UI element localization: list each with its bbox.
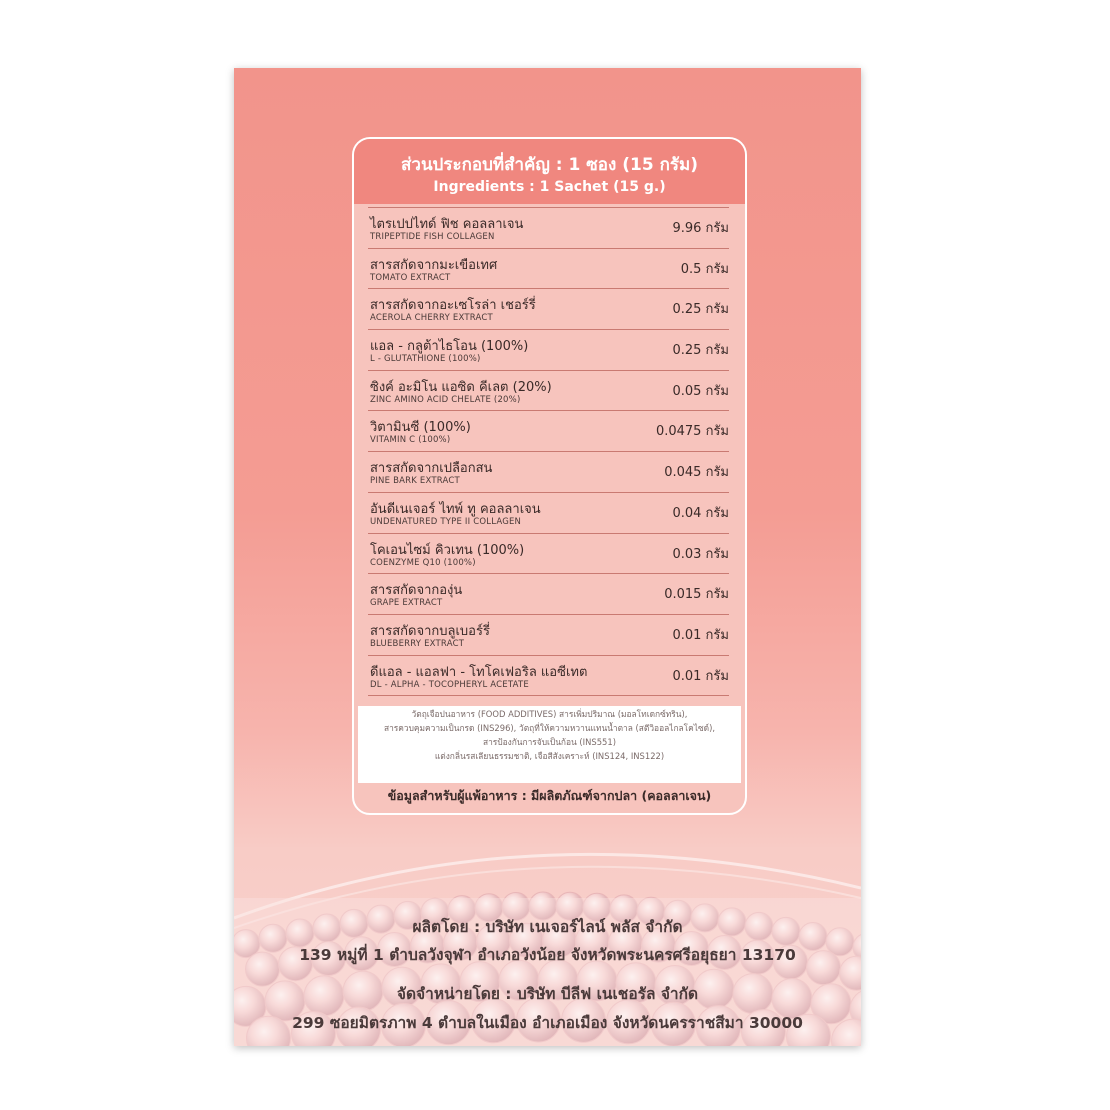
ingredient-name-en: VITAMIN C (100%) xyxy=(370,435,451,446)
ingredient-name-th: สารสกัดจากองุ่น xyxy=(370,583,463,599)
ingredient-name-th: สารสกัดจากอะเซโรล่า เชอร์รี่ xyxy=(370,298,536,314)
ingredient-name-en: TRIPEPTIDE FISH COLLAGEN xyxy=(370,232,495,242)
ingredient-name-en: L - GLUTATHIONE (100%) xyxy=(370,354,481,365)
ingredients-list xyxy=(368,207,729,696)
ingredient-name-en: BLUEBERRY EXTRACT xyxy=(370,638,465,649)
ingredient-row xyxy=(368,207,729,249)
ingredients-title-en: Ingredients : 1 Sachet (15 g.) xyxy=(433,179,666,195)
ingredient-amount: 0.015 กรัม xyxy=(664,587,729,603)
ingredient-name-th: วิตามินซี (100%) xyxy=(370,420,471,436)
ingredient-amount: 0.0475 กรัม xyxy=(655,424,729,440)
additives-line: แต่งกลิ่นรสเลียนธรรมชาติ, เจือสีสังเคราะห์ (INS124, INS122) xyxy=(434,751,665,761)
additives-line: สารป้องกันการจับเป็นก้อน (INS551) xyxy=(482,737,616,747)
ingredient-name-en: ZINC AMINO ACID CHELATE (20%) xyxy=(370,394,521,405)
ingredient-name-en: DL - ALPHA - TOCOPHERYL ACETATE xyxy=(370,679,529,690)
ingredient-row xyxy=(368,493,729,534)
ingredient-amount: 0.045 กรัม xyxy=(664,465,729,481)
ingredient-name-th: สารสกัดจากมะเขือเทศ xyxy=(370,257,498,273)
manufacturer-address: 139 หมู่ที่ 1 ตำบลวังจุฬา อำเภอวังน้อย จังหวัดพระนครศรีอยุธยา 13170 xyxy=(299,946,796,964)
ingredient-row xyxy=(368,452,729,493)
distributor-address: 299 ซอยมิตรภาพ 4 ตำบลในเมือง อำเภอเมือง จังหวัดนครราชสีมา 30000 xyxy=(292,1014,803,1032)
manufacturer-name: ผลิตโดย : บริษัท เนเจอร์ไลน์ พลัส จำกัด xyxy=(412,918,683,936)
food-additives-note xyxy=(358,706,741,783)
additives-line: วัตถุเจือปนอาหาร (FOOD ADDITIVES) สารเพิ่มปริมาณ (มอลโทเดกซ์ทริน), xyxy=(411,709,688,719)
ingredient-name-th: อันดีเนเจอร์ ไทพ์ ทู คอลลาเจน xyxy=(370,501,541,517)
additives-line: สารควบคุมความเป็นกรด (INS296), วัตถุที่ให้ความหวานแทนน้ำตาล (สตีวิออลไกลโคไซด์), xyxy=(383,723,716,733)
distributor-name: จัดจำหน่ายโดย : บริษัท บีลีฟ เนเชอรัล จำกัด xyxy=(396,985,699,1003)
ingredient-name-en: PINE BARK EXTRACT xyxy=(370,476,460,487)
ingredient-amount: 0.5 กรัม xyxy=(680,261,729,277)
ingredient-row xyxy=(368,289,729,330)
ingredient-row xyxy=(368,249,729,290)
ingredient-row xyxy=(368,330,729,371)
ingredient-row xyxy=(368,534,729,575)
ingredient-name-en: GRAPE EXTRACT xyxy=(370,598,443,609)
ingredient-amount: 0.25 กรัม xyxy=(672,343,729,359)
ingredient-name-th: ซิงค์ อะมิโน แอซิด คีเลต (20%) xyxy=(370,379,552,395)
ingredient-name-en: TOMATO EXTRACT xyxy=(370,272,451,283)
ingredient-name-th: สารสกัดจากบลูเบอร์รี่ xyxy=(370,623,490,639)
ingredient-name-th: ไตรเปปไทด์ ฟิช คอลลาเจน xyxy=(370,217,524,232)
ingredient-name-en: UNDENATURED TYPE II COLLAGEN xyxy=(370,516,522,527)
ingredient-row xyxy=(368,656,729,697)
ingredient-name-th: โคเอนไซม์ คิวเทน (100%) xyxy=(370,542,525,558)
ingredient-amount: 9.96 กรัม xyxy=(672,221,729,236)
ingredient-row xyxy=(368,371,729,412)
ingredient-name-th: ดีแอล - แอลฟา - โทโคเฟอริล แอซีเทต xyxy=(370,664,588,680)
ingredients-header xyxy=(354,139,745,204)
ingredient-amount: 0.05 กรัม xyxy=(672,383,729,399)
ingredient-row xyxy=(368,574,729,615)
ingredient-amount: 0.03 กรัม xyxy=(672,546,729,562)
ingredient-amount: 0.25 กรัม xyxy=(672,302,729,318)
ingredient-amount: 0.01 กรัม xyxy=(672,627,729,643)
allergen-info: ข้อมูลสำหรับผู้แพ้อาหาร : มีผลิตภัณฑ์จากปลา (คอลลาเจน) xyxy=(387,788,712,803)
product-box-back xyxy=(234,68,861,1046)
ingredient-amount: 0.04 กรัม xyxy=(672,505,729,521)
ingredient-row xyxy=(368,411,729,452)
ingredients-title-th: ส่วนประกอบที่สำคัญ : 1 ซอง (15 กรัม) xyxy=(401,155,698,175)
ingredient-name-th: สารสกัดจากเปลือกสน xyxy=(370,461,493,477)
ingredients-panel xyxy=(352,137,747,815)
ingredient-name-th: แอล - กลูต้าไธโอน (100%) xyxy=(370,339,529,355)
ingredient-amount: 0.01 กรัม xyxy=(672,668,729,684)
ingredient-name-en: COENZYME Q10 (100%) xyxy=(370,557,476,568)
ingredient-row xyxy=(368,615,729,656)
ingredient-name-en: ACEROLA CHERRY EXTRACT xyxy=(370,313,493,324)
